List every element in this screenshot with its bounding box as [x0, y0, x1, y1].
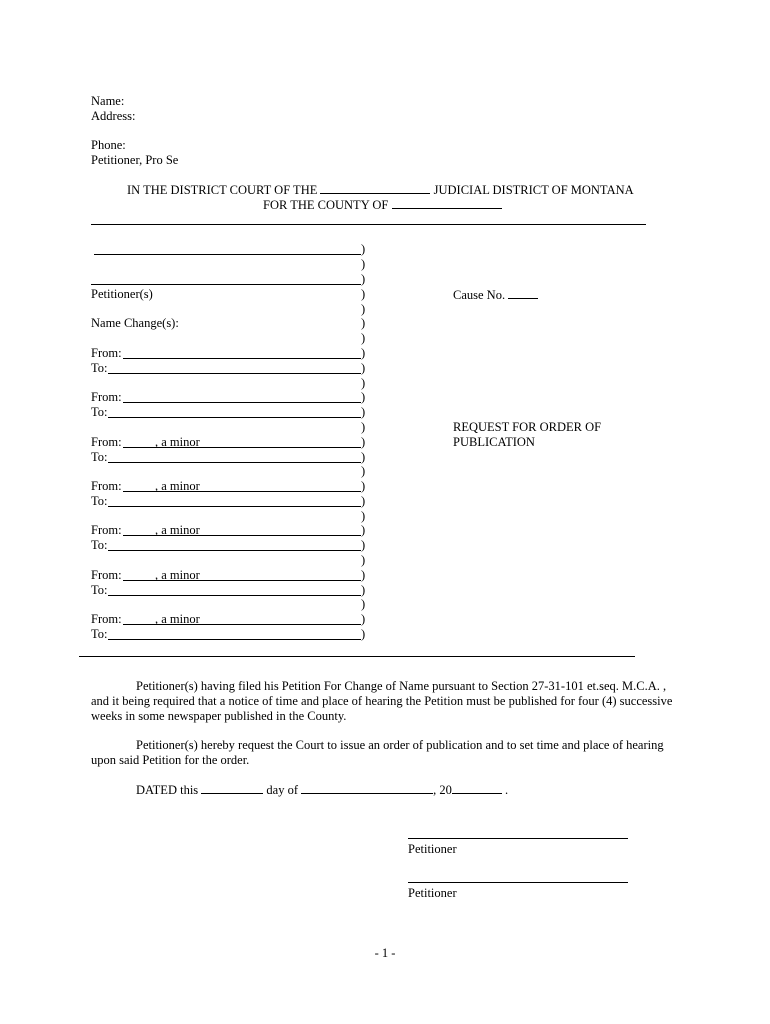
caption-parenthesis: ) — [361, 494, 366, 508]
signature-label-2: Petitioner — [408, 886, 457, 900]
dated-prefix: DATED this — [136, 783, 199, 797]
court-heading-line2 — [263, 197, 502, 213]
caption-parenthesis: ) — [361, 553, 366, 567]
to-label: To: — [91, 494, 108, 508]
minor-note: , a minor — [155, 568, 200, 582]
dated-year-field[interactable] — [452, 782, 502, 794]
cause-number — [453, 287, 538, 303]
petitioner-pro-se-label: Petitioner, Pro Se — [91, 153, 179, 167]
cause-number-field[interactable] — [508, 287, 538, 299]
signature-line-2[interactable] — [408, 882, 628, 883]
minor-note: , a minor — [155, 523, 200, 537]
caption-parenthesis: ) — [361, 287, 366, 301]
to-field-minor-3[interactable] — [108, 550, 361, 551]
caption-parenthesis: ) — [361, 464, 366, 478]
paragraph-1-line-3: weeks in some newspaper published in the County. — [91, 709, 347, 723]
to-field-minor-2[interactable] — [108, 506, 361, 507]
to-label: To: — [91, 627, 108, 641]
signature-label-1: Petitioner — [408, 842, 457, 856]
caption-parenthesis: ) — [361, 450, 366, 464]
minor-note: , a minor — [155, 479, 200, 493]
paragraph-1-line-1: Petitioner(s) having filed his Petition For Change of Name pursuant to Section 27-31-101 et.seq. M.C.A. , — [136, 679, 667, 693]
caption-parenthesis: ) — [361, 612, 366, 626]
court-heading-prefix: IN THE DISTRICT COURT OF THE — [127, 183, 318, 197]
caption-parenthesis: ) — [361, 627, 366, 641]
to-field-minor-1[interactable] — [108, 462, 361, 463]
caption-parenthesis: ) — [361, 597, 366, 611]
caption-parenthesis: ) — [361, 302, 366, 316]
name-label: Name: — [91, 94, 125, 108]
caption-parenthesis: ) — [361, 523, 366, 537]
from-field-2[interactable] — [123, 402, 361, 403]
from-label: From: — [91, 435, 122, 449]
from-label: From: — [91, 523, 122, 537]
county-field[interactable] — [392, 197, 502, 209]
petitioner-name-line-2[interactable] — [91, 284, 361, 285]
cause-number-label: Cause No. — [453, 288, 506, 302]
dated-end: . — [505, 783, 509, 797]
caption-parenthesis: ) — [361, 538, 366, 552]
dated-year-prefix: , 20 — [433, 783, 452, 797]
dated-day-of: day of — [266, 783, 298, 797]
paragraph-1-line-2: and it being required that a notice of time and place of hearing the Petition must be published for four (4) successive — [91, 694, 673, 708]
to-field-minor-5[interactable] — [108, 639, 361, 640]
to-field-2[interactable] — [108, 417, 361, 418]
caption-parenthesis: ) — [361, 390, 366, 404]
to-label: To: — [91, 450, 108, 464]
caption-parenthesis: ) — [361, 405, 366, 419]
signature-line-1[interactable] — [408, 838, 628, 839]
heading-divider — [91, 224, 646, 225]
caption-parenthesis: ) — [361, 479, 366, 493]
from-label: From: — [91, 612, 122, 626]
caption-parenthesis: ) — [361, 376, 366, 390]
judicial-district-field[interactable] — [320, 182, 430, 194]
caption-parenthesis: ) — [361, 435, 366, 449]
caption-parenthesis: ) — [361, 316, 366, 330]
court-heading-line1 — [127, 182, 634, 198]
document-title-line2: PUBLICATION — [453, 435, 535, 449]
to-label: To: — [91, 405, 108, 419]
caption-divider — [79, 656, 635, 657]
caption-parenthesis: ) — [361, 257, 366, 271]
minor-note: , a minor — [155, 612, 200, 626]
caption-parenthesis: ) — [361, 242, 366, 256]
court-heading-suffix: JUDICIAL DISTRICT OF MONTANA — [433, 183, 634, 197]
to-label: To: — [91, 361, 108, 375]
petitioners-label: Petitioner(s) — [91, 287, 153, 301]
from-label: From: — [91, 346, 122, 360]
county-label: FOR THE COUNTY OF — [263, 198, 389, 212]
from-field-1[interactable] — [123, 358, 361, 359]
to-label: To: — [91, 538, 108, 552]
address-label: Address: — [91, 109, 136, 123]
dated-month-field[interactable] — [301, 782, 433, 794]
from-label: From: — [91, 568, 122, 582]
caption-parenthesis: ) — [361, 568, 366, 582]
name-changes-label: Name Change(s): — [91, 316, 179, 330]
caption-parenthesis: ) — [361, 361, 366, 375]
to-field-minor-4[interactable] — [108, 595, 361, 596]
dated-line — [136, 782, 508, 798]
caption-parenthesis: ) — [361, 331, 366, 345]
minor-note: , a minor — [155, 435, 200, 449]
document-title-line1: REQUEST FOR ORDER OF — [453, 420, 602, 434]
caption-parenthesis: ) — [361, 346, 366, 360]
page-number: - 1 - — [374, 946, 396, 960]
dated-day-field[interactable] — [201, 782, 263, 794]
from-label: From: — [91, 479, 122, 493]
from-label: From: — [91, 390, 122, 404]
paragraph-2-line-1: Petitioner(s) hereby request the Court to issue an order of publication and to set time and place of hearing — [136, 738, 664, 752]
petitioner-name-line-1[interactable] — [94, 254, 361, 255]
phone-label: Phone: — [91, 138, 126, 152]
caption-parenthesis: ) — [361, 272, 366, 286]
caption-parenthesis: ) — [361, 509, 366, 523]
caption-parenthesis: ) — [361, 420, 366, 434]
to-label: To: — [91, 583, 108, 597]
caption-parenthesis: ) — [361, 583, 366, 597]
to-field-1[interactable] — [108, 373, 361, 374]
paragraph-2-line-2: upon said Petition for the order. — [91, 753, 250, 767]
